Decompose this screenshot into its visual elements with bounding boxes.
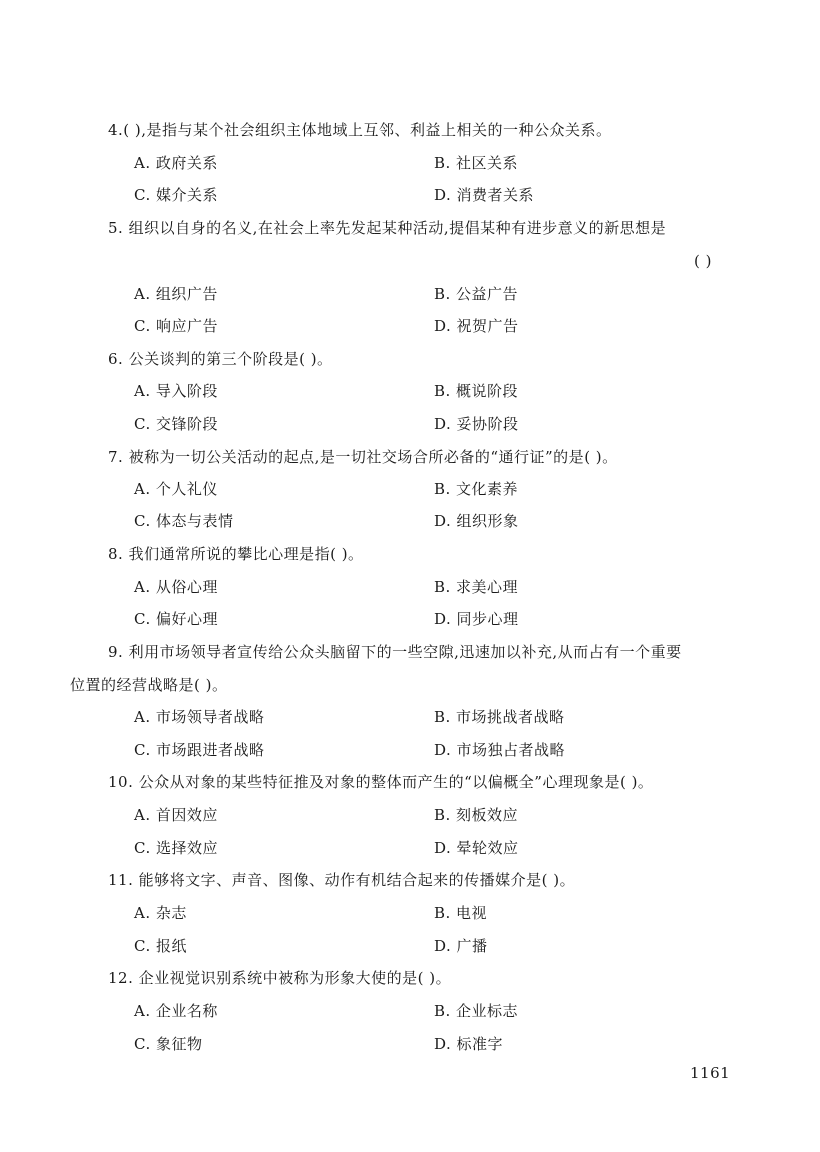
- question-12-option-d: D. 标准字: [434, 1035, 504, 1053]
- question-10-option-c: C. 选择效应: [134, 839, 218, 857]
- question-4-option-a: A. 政府关系: [134, 154, 218, 172]
- question-5-option-d: D. 祝贺广告: [434, 317, 519, 335]
- question-6-option-c: C. 交锋阶段: [134, 415, 218, 433]
- question-6-option-b: B. 概说阶段: [434, 382, 519, 400]
- question-12-option-b: B. 企业标志: [434, 1002, 519, 1020]
- question-7-option-c: C. 体态与表情: [134, 512, 234, 530]
- question-9-option-a: A. 市场领导者战略: [134, 708, 265, 726]
- question-11-stem: 11. 能够将文字、声音、图像、动作有机结合起来的传播媒介是( )。: [108, 871, 576, 889]
- question-12-option-c: C. 象征物: [134, 1035, 203, 1053]
- question-7-stem: 7. 被称为一切公关活动的起点,是一切社交场合所必备的“通行证”的是( )。: [108, 448, 618, 466]
- question-8-option-b: B. 求美心理: [434, 578, 519, 596]
- question-4-stem: 4.( ),是指与某个社会组织主体地域上互邻、利益上相关的一种公众关系。: [108, 121, 612, 139]
- question-10-stem: 10. 公众从对象的某些特征推及对象的整体而产生的“以偏概全”心理现象是( )。: [108, 773, 654, 791]
- question-9-option-c: C. 市场跟进者战略: [134, 741, 265, 759]
- question-11-option-a: A. 杂志: [134, 904, 187, 922]
- question-7-option-b: B. 文化素养: [434, 480, 519, 498]
- question-8-stem: 8. 我们通常所说的攀比心理是指( )。: [108, 545, 364, 563]
- question-8-option-a: A. 从俗心理: [134, 578, 218, 596]
- question-4-option-b: B. 社区关系: [434, 154, 519, 172]
- question-11-option-d: D. 广播: [434, 937, 488, 955]
- question-7-option-d: D. 组织形象: [434, 512, 519, 530]
- question-11-option-b: B. 电视: [434, 904, 488, 922]
- question-5-option-a: A. 组织广告: [134, 285, 218, 303]
- question-5-option-c: C. 响应广告: [134, 317, 218, 335]
- question-5-option-b: B. 公益广告: [434, 285, 519, 303]
- question-12-stem: 12. 企业视觉识别系统中被称为形象大使的是( )。: [108, 969, 452, 987]
- question-4-option-c: C. 媒介关系: [134, 186, 218, 204]
- question-6-option-d: D. 妥协阶段: [434, 415, 519, 433]
- page-number: 1161: [690, 1064, 731, 1082]
- question-9-option-d: D. 市场独占者战略: [434, 741, 566, 759]
- question-10-option-b: B. 刻板效应: [434, 806, 519, 824]
- question-6-stem: 6. 公关谈判的第三个阶段是( )。: [108, 350, 333, 368]
- question-9-stem: 9. 利用市场领导者宣传给公众头脑留下的一些空隙,迅速加以补充,从而占有一个重要: [108, 643, 682, 661]
- question-6-option-a: A. 导入阶段: [134, 382, 218, 400]
- question-8-option-c: C. 偏好心理: [134, 610, 218, 628]
- question-11-option-c: C. 报纸: [134, 937, 187, 955]
- question-10-option-d: D. 晕轮效应: [434, 839, 519, 857]
- question-5-answer-paren: ( ): [694, 252, 712, 270]
- question-10-option-a: A. 首因效应: [134, 806, 218, 824]
- question-4-option-d: D. 消费者关系: [434, 186, 535, 204]
- question-9-stem-continued: 位置的经营战略是( )。: [70, 676, 228, 694]
- question-8-option-d: D. 同步心理: [434, 610, 519, 628]
- question-9-option-b: B. 市场挑战者战略: [434, 708, 565, 726]
- question-5-stem: 5. 组织以自身的名义,在社会上率先发起某种活动,提倡某种有进步意义的新思想是: [108, 219, 667, 237]
- question-12-option-a: A. 企业名称: [134, 1002, 218, 1020]
- question-7-option-a: A. 个人礼仪: [134, 480, 218, 498]
